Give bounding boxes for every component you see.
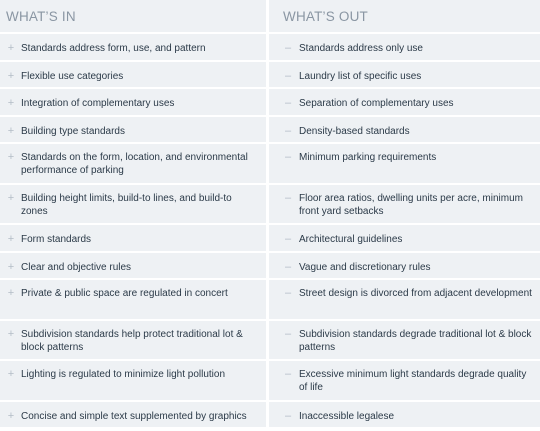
whats-out-column xyxy=(269,0,540,431)
whats-in-item xyxy=(0,144,266,185)
minus-icon: – xyxy=(284,151,292,163)
whats-in-item xyxy=(0,34,266,62)
whats-out-item xyxy=(269,89,540,117)
whats-out-item xyxy=(269,361,540,402)
plus-icon: + xyxy=(7,287,15,299)
minus-icon: – xyxy=(284,409,292,422)
whats-in-column xyxy=(0,0,266,431)
whats-in-item xyxy=(0,89,266,117)
whats-out-item xyxy=(269,280,540,321)
whats-out-item-text: Excessive minimum light standards degrade quality of life xyxy=(299,369,527,393)
whats-out-item xyxy=(269,402,540,430)
whats-in-item xyxy=(0,117,266,145)
plus-icon: + xyxy=(7,409,15,422)
whats-in-item-text: Standards address form, use, and pattern xyxy=(21,43,206,54)
whats-in-item-text: Lighting is regulated to minimize light pollution xyxy=(21,369,226,380)
plus-icon: + xyxy=(7,191,15,204)
whats-in-item-text: Form standards xyxy=(21,234,92,245)
whats-out-item-text: Street design is divorced from adjacent development xyxy=(299,288,532,299)
whats-in-item xyxy=(0,185,266,226)
whats-in-item xyxy=(0,280,266,321)
minus-icon: – xyxy=(284,97,292,109)
plus-icon: + xyxy=(7,97,15,109)
plus-icon: + xyxy=(7,124,15,137)
whats-out-item-text: Minimum parking requirements xyxy=(299,152,437,163)
minus-icon: – xyxy=(284,69,292,82)
whats-in-item xyxy=(0,321,266,362)
plus-icon: + xyxy=(7,327,15,340)
minus-icon: – xyxy=(284,124,292,137)
whats-in-item xyxy=(0,253,266,281)
whats-out-item-text: Vague and discretionary rules xyxy=(299,261,431,273)
whats-in-item-text: Subdivision standards help protect traditional lot & block patterns xyxy=(21,328,243,353)
whats-in-item-text: Building height limits, build-to lines, and build-to zones xyxy=(21,192,232,217)
whats-in-item xyxy=(0,225,266,253)
whats-out-item-text: Inaccessible legalese xyxy=(299,410,395,422)
whats-in-item-text: Flexible use categories xyxy=(21,70,124,82)
whats-in-item-text: Standards on the form, location, and environmental performance of parking xyxy=(21,152,248,176)
minus-icon: – xyxy=(284,191,292,204)
whats-out-item xyxy=(269,34,540,62)
minus-icon: – xyxy=(284,260,292,273)
minus-icon: – xyxy=(284,233,292,245)
whats-out-item xyxy=(269,225,540,253)
plus-icon: + xyxy=(7,69,15,82)
minus-icon: – xyxy=(284,327,292,340)
whats-in-item-text: Private & public space are regulated in concert xyxy=(21,288,228,299)
whats-out-item xyxy=(269,144,540,185)
whats-out-header: WHAT’S OUT xyxy=(269,0,540,34)
whats-out-item-text: Laundry list of specific uses xyxy=(299,70,422,82)
whats-out-item xyxy=(269,321,540,362)
plus-icon: + xyxy=(7,233,15,245)
plus-icon: + xyxy=(7,151,15,163)
minus-icon: – xyxy=(284,287,292,299)
whats-out-item-text: Floor area ratios, dwelling units per acre, minimum front yard setbacks xyxy=(299,192,523,217)
whats-in-item xyxy=(0,62,266,90)
whats-in-item-text: Concise and simple text supplemented by graphics xyxy=(21,410,247,422)
whats-out-item-text: Subdivision standards degrade traditional lot & block patterns xyxy=(299,328,532,353)
plus-icon: + xyxy=(7,42,15,54)
plus-icon: + xyxy=(7,368,15,380)
whats-in-header: WHAT’S IN xyxy=(0,0,266,34)
minus-icon: – xyxy=(284,42,292,54)
whats-out-item-text: Architectural guidelines xyxy=(299,234,403,245)
whats-out-item xyxy=(269,117,540,145)
whats-out-item-text: Density-based standards xyxy=(299,125,410,137)
minus-icon: – xyxy=(284,368,292,380)
whats-in-item xyxy=(0,361,266,402)
whats-in-item-text: Integration of complementary uses xyxy=(21,98,175,109)
whats-out-item xyxy=(269,253,540,281)
whats-in-item-text: Clear and objective rules xyxy=(21,261,132,273)
whats-out-item xyxy=(269,62,540,90)
whats-in-item xyxy=(0,402,266,430)
whats-out-item xyxy=(269,185,540,226)
whats-out-item-text: Separation of complementary uses xyxy=(299,98,454,109)
whats-out-item-text: Standards address only use xyxy=(299,43,423,54)
whats-in-item-text: Building type standards xyxy=(21,125,125,137)
plus-icon: + xyxy=(7,260,15,273)
